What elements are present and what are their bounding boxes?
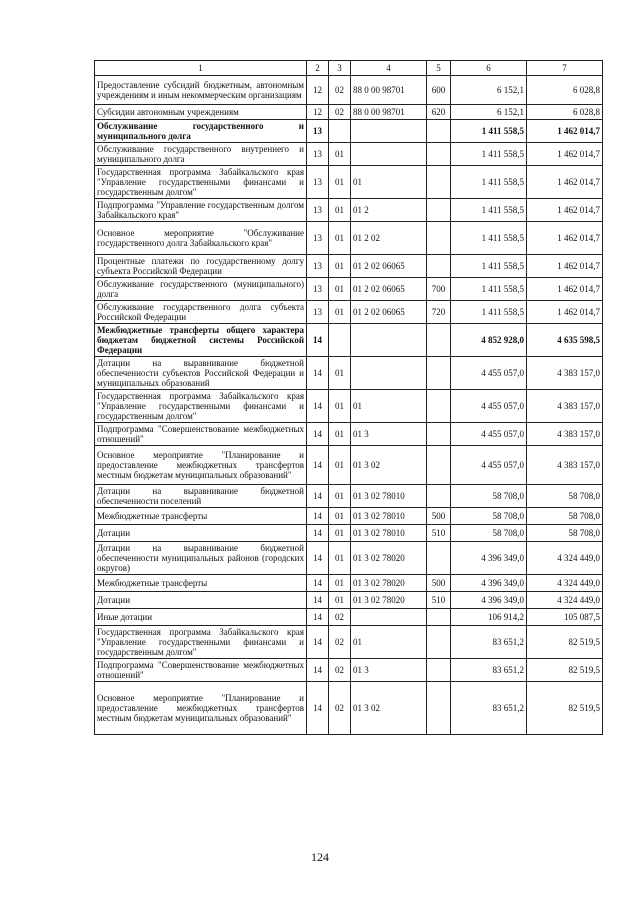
amount-year1-cell: 1 411 558,5 [451, 199, 527, 222]
subsection-code-cell: 01 [329, 199, 351, 222]
amount-year1-cell: 4 455 057,0 [451, 423, 527, 446]
row-name-cell: Иные дотации [95, 609, 307, 626]
target-article-cell: 01 2 02 06065 [351, 255, 427, 278]
table-row [95, 105, 603, 120]
target-article-cell: 01 2 02 06065 [351, 301, 427, 324]
amount-year1-cell: 1 411 558,5 [451, 255, 527, 278]
amount-year1-cell: 6 152,1 [451, 76, 527, 105]
target-article-cell: 01 [351, 390, 427, 423]
expense-type-cell: 620 [427, 105, 451, 120]
expense-type-cell [427, 626, 451, 659]
target-article-cell: 01 3 02 [351, 682, 427, 735]
header-cell: 5 [427, 61, 451, 76]
section-code-cell: 13 [307, 222, 329, 255]
row-name-cell: Дотации [95, 525, 307, 542]
section-code-cell: 13 [307, 199, 329, 222]
table-row [95, 255, 603, 278]
table-row [95, 659, 603, 682]
amount-year2-cell: 1 462 014,7 [527, 222, 603, 255]
section-code-cell: 14 [307, 508, 329, 525]
row-name-cell: Межбюджетные трансферты [95, 508, 307, 525]
subsection-code-cell: 01 [329, 542, 351, 575]
table-row [95, 626, 603, 659]
subsection-code-cell: 02 [329, 76, 351, 105]
row-name-cell: Процентные платежи по государственному долгу субъекта Российской Федерации [95, 255, 307, 278]
amount-year1-cell: 1 411 558,5 [451, 143, 527, 166]
row-name-cell: Дотации на выравнивание бюджетной обеспеченности муниципальных районов (городских округов) [95, 542, 307, 575]
subsection-code-cell: 02 [329, 659, 351, 682]
section-code-cell: 14 [307, 324, 329, 357]
target-article-cell: 01 2 [351, 199, 427, 222]
table-row [95, 485, 603, 508]
section-code-cell: 14 [307, 609, 329, 626]
amount-year1-cell: 106 914,2 [451, 609, 527, 626]
header-cell: 4 [351, 61, 427, 76]
subsection-code-cell: 02 [329, 609, 351, 626]
row-name-cell: Обслуживание государственного внутреннего и муниципального долга [95, 143, 307, 166]
expense-type-cell [427, 222, 451, 255]
section-code-cell: 13 [307, 120, 329, 143]
section-code-cell: 14 [307, 659, 329, 682]
subsection-code-cell: 01 [329, 143, 351, 166]
target-article-cell [351, 143, 427, 166]
row-name-cell: Основное мероприятие "Планирование и предоставление межбюджетных трансфертов местным бюджетам муниципальных образований" [95, 682, 307, 735]
amount-year2-cell: 1 462 014,7 [527, 166, 603, 199]
section-code-cell: 14 [307, 485, 329, 508]
amount-year2-cell: 82 519,5 [527, 682, 603, 735]
table-row [95, 222, 603, 255]
amount-year2-cell: 82 519,5 [527, 659, 603, 682]
amount-year1-cell: 6 152,1 [451, 105, 527, 120]
expense-type-cell [427, 143, 451, 166]
expense-type-cell: 510 [427, 525, 451, 542]
target-article-cell: 01 3 02 78010 [351, 508, 427, 525]
expense-type-cell [427, 659, 451, 682]
target-article-cell: 88 0 00 98701 [351, 105, 427, 120]
amount-year2-cell: 82 519,5 [527, 626, 603, 659]
amount-year1-cell: 58 708,0 [451, 485, 527, 508]
amount-year1-cell: 4 396 349,0 [451, 592, 527, 609]
table-row [95, 682, 603, 735]
table-row [95, 357, 603, 390]
target-article-cell: 01 3 02 78020 [351, 592, 427, 609]
subsection-code-cell: 01 [329, 485, 351, 508]
expense-type-cell [427, 324, 451, 357]
amount-year1-cell: 1 411 558,5 [451, 278, 527, 301]
expense-type-cell [427, 609, 451, 626]
amount-year1-cell: 1 411 558,5 [451, 301, 527, 324]
expense-type-cell [427, 357, 451, 390]
row-name-cell: Предоставление субсидий бюджетным, автономным учреждениям и иным некоммерческим организациям [95, 76, 307, 105]
target-article-cell: 01 3 02 78010 [351, 485, 427, 508]
subsection-code-cell: 01 [329, 255, 351, 278]
expense-type-cell [427, 446, 451, 485]
amount-year1-cell: 4 852 928,0 [451, 324, 527, 357]
subsection-code-cell: 02 [329, 626, 351, 659]
budget-table [94, 60, 603, 735]
amount-year2-cell: 1 462 014,7 [527, 278, 603, 301]
row-name-cell: Дотации на выравнивание бюджетной обеспеченности поселений [95, 485, 307, 508]
subsection-code-cell: 01 [329, 446, 351, 485]
table-row [95, 199, 603, 222]
table-row [95, 609, 603, 626]
row-name-cell: Основное мероприятие "Планирование и предоставление межбюджетных трансфертов местным бюджетам муниципальных образований" [95, 446, 307, 485]
target-article-cell [351, 609, 427, 626]
subsection-code-cell: 01 [329, 423, 351, 446]
expense-type-cell: 500 [427, 508, 451, 525]
table-row [95, 76, 603, 105]
row-name-cell: Подпрограмма "Совершенствование межбюджетных отношений" [95, 423, 307, 446]
subsection-code-cell: 01 [329, 508, 351, 525]
row-name-cell: Государственная программа Забайкальского края "Управление государственными финансами и государственным долгом" [95, 166, 307, 199]
section-code-cell: 12 [307, 105, 329, 120]
subsection-code-cell: 01 [329, 390, 351, 423]
expense-type-cell [427, 120, 451, 143]
expense-type-cell [427, 542, 451, 575]
amount-year2-cell: 1 462 014,7 [527, 301, 603, 324]
amount-year2-cell: 4 383 157,0 [527, 423, 603, 446]
row-name-cell: Дотации [95, 592, 307, 609]
section-code-cell: 14 [307, 390, 329, 423]
target-article-cell: 88 0 00 98701 [351, 76, 427, 105]
table-row [95, 525, 603, 542]
amount-year2-cell: 58 708,0 [527, 485, 603, 508]
subsection-code-cell: 02 [329, 682, 351, 735]
row-name-cell: Дотации на выравнивание бюджетной обеспеченности субъектов Российской Федерации и муниципальных образований [95, 357, 307, 390]
table-row [95, 166, 603, 199]
header-cell: 1 [95, 61, 307, 76]
amount-year2-cell: 1 462 014,7 [527, 120, 603, 143]
amount-year2-cell: 1 462 014,7 [527, 255, 603, 278]
amount-year2-cell: 105 087,5 [527, 609, 603, 626]
table-row [95, 508, 603, 525]
header-row [95, 61, 603, 76]
expense-type-cell: 720 [427, 301, 451, 324]
table-row [95, 324, 603, 357]
amount-year2-cell: 4 383 157,0 [527, 446, 603, 485]
table-row [95, 575, 603, 592]
table-body [95, 61, 603, 735]
target-article-cell: 01 3 [351, 659, 427, 682]
subsection-code-cell [329, 120, 351, 143]
expense-type-cell [427, 682, 451, 735]
header-cell: 6 [451, 61, 527, 76]
amount-year2-cell: 4 324 449,0 [527, 542, 603, 575]
page-number: 124 [311, 850, 329, 864]
row-name-cell: Обслуживание государственного (муниципального) долга [95, 278, 307, 301]
section-code-cell: 14 [307, 592, 329, 609]
table-row [95, 143, 603, 166]
section-code-cell: 14 [307, 542, 329, 575]
header-cell: 7 [527, 61, 603, 76]
target-article-cell [351, 357, 427, 390]
amount-year2-cell: 4 635 598,5 [527, 324, 603, 357]
table-row [95, 301, 603, 324]
row-name-cell: Обслуживание государственного долга субъекта Российской Федерации [95, 301, 307, 324]
amount-year2-cell: 58 708,0 [527, 508, 603, 525]
row-name-cell: Субсидии автономным учреждениям [95, 105, 307, 120]
expense-type-cell: 700 [427, 278, 451, 301]
subsection-code-cell [329, 324, 351, 357]
row-name-cell: Основное мероприятие "Обслуживание государственного долга Забайкальского края" [95, 222, 307, 255]
table-row [95, 390, 603, 423]
table-row [95, 542, 603, 575]
section-code-cell: 13 [307, 143, 329, 166]
amount-year2-cell: 4 324 449,0 [527, 592, 603, 609]
expense-type-cell [427, 485, 451, 508]
table-row [95, 120, 603, 143]
target-article-cell: 01 3 02 78010 [351, 525, 427, 542]
section-code-cell: 13 [307, 166, 329, 199]
row-name-cell: Подпрограмма "Управление государственным долгом Забайкальского края" [95, 199, 307, 222]
row-name-cell: Межбюджетные трансферты [95, 575, 307, 592]
expense-type-cell [427, 423, 451, 446]
subsection-code-cell: 01 [329, 166, 351, 199]
table-row [95, 592, 603, 609]
subsection-code-cell: 01 [329, 301, 351, 324]
expense-type-cell: 510 [427, 592, 451, 609]
amount-year1-cell: 4 396 349,0 [451, 575, 527, 592]
subsection-code-cell: 01 [329, 525, 351, 542]
target-article-cell: 01 3 02 78020 [351, 542, 427, 575]
amount-year2-cell: 4 383 157,0 [527, 390, 603, 423]
expense-type-cell: 500 [427, 575, 451, 592]
amount-year1-cell: 4 455 057,0 [451, 446, 527, 485]
section-code-cell: 14 [307, 423, 329, 446]
amount-year1-cell: 4 396 349,0 [451, 542, 527, 575]
section-code-cell: 14 [307, 682, 329, 735]
table-row [95, 446, 603, 485]
row-name-cell: Государственная программа Забайкальского края "Управление государственными финансами и государственным долгом" [95, 390, 307, 423]
amount-year1-cell: 4 455 057,0 [451, 390, 527, 423]
row-name-cell: Государственная программа Забайкальского края "Управление государственными финансами и государственным долгом" [95, 626, 307, 659]
section-code-cell: 13 [307, 255, 329, 278]
subsection-code-cell: 02 [329, 105, 351, 120]
target-article-cell: 01 3 02 78020 [351, 575, 427, 592]
row-name-cell: Подпрограмма "Совершенствование межбюджетных отношений" [95, 659, 307, 682]
section-code-cell: 14 [307, 525, 329, 542]
section-code-cell: 13 [307, 278, 329, 301]
header-cell: 3 [329, 61, 351, 76]
amount-year2-cell: 6 028,8 [527, 105, 603, 120]
amount-year1-cell: 1 411 558,5 [451, 120, 527, 143]
target-article-cell: 01 2 02 [351, 222, 427, 255]
row-name-cell: Межбюджетные трансферты общего характера бюджетам бюджетной системы Российской Федерации [95, 324, 307, 357]
header-cell: 2 [307, 61, 329, 76]
target-article-cell: 01 3 02 [351, 446, 427, 485]
section-code-cell: 14 [307, 626, 329, 659]
subsection-code-cell: 01 [329, 278, 351, 301]
expense-type-cell [427, 390, 451, 423]
amount-year1-cell: 58 708,0 [451, 508, 527, 525]
table-row [95, 423, 603, 446]
expense-type-cell [427, 166, 451, 199]
section-code-cell: 14 [307, 575, 329, 592]
amount-year2-cell: 1 462 014,7 [527, 199, 603, 222]
target-article-cell: 01 [351, 626, 427, 659]
expense-type-cell: 600 [427, 76, 451, 105]
row-name-cell: Обслуживание государственного и муниципального долга [95, 120, 307, 143]
subsection-code-cell: 01 [329, 575, 351, 592]
amount-year2-cell: 1 462 014,7 [527, 143, 603, 166]
section-code-cell: 12 [307, 76, 329, 105]
amount-year2-cell: 4 324 449,0 [527, 575, 603, 592]
subsection-code-cell: 01 [329, 357, 351, 390]
section-code-cell: 13 [307, 301, 329, 324]
amount-year1-cell: 58 708,0 [451, 525, 527, 542]
amount-year1-cell: 4 455 057,0 [451, 357, 527, 390]
target-article-cell: 01 [351, 166, 427, 199]
amount-year1-cell: 83 651,2 [451, 682, 527, 735]
target-article-cell: 01 3 [351, 423, 427, 446]
amount-year2-cell: 4 383 157,0 [527, 357, 603, 390]
expense-type-cell [427, 255, 451, 278]
amount-year2-cell: 58 708,0 [527, 525, 603, 542]
target-article-cell [351, 324, 427, 357]
target-article-cell: 01 2 02 06065 [351, 278, 427, 301]
amount-year2-cell: 6 028,8 [527, 76, 603, 105]
section-code-cell: 14 [307, 446, 329, 485]
amount-year1-cell: 1 411 558,5 [451, 166, 527, 199]
table-row [95, 278, 603, 301]
section-code-cell: 14 [307, 357, 329, 390]
expense-type-cell [427, 199, 451, 222]
amount-year1-cell: 83 651,2 [451, 626, 527, 659]
amount-year1-cell: 83 651,2 [451, 659, 527, 682]
subsection-code-cell: 01 [329, 592, 351, 609]
amount-year1-cell: 1 411 558,5 [451, 222, 527, 255]
target-article-cell [351, 120, 427, 143]
subsection-code-cell: 01 [329, 222, 351, 255]
